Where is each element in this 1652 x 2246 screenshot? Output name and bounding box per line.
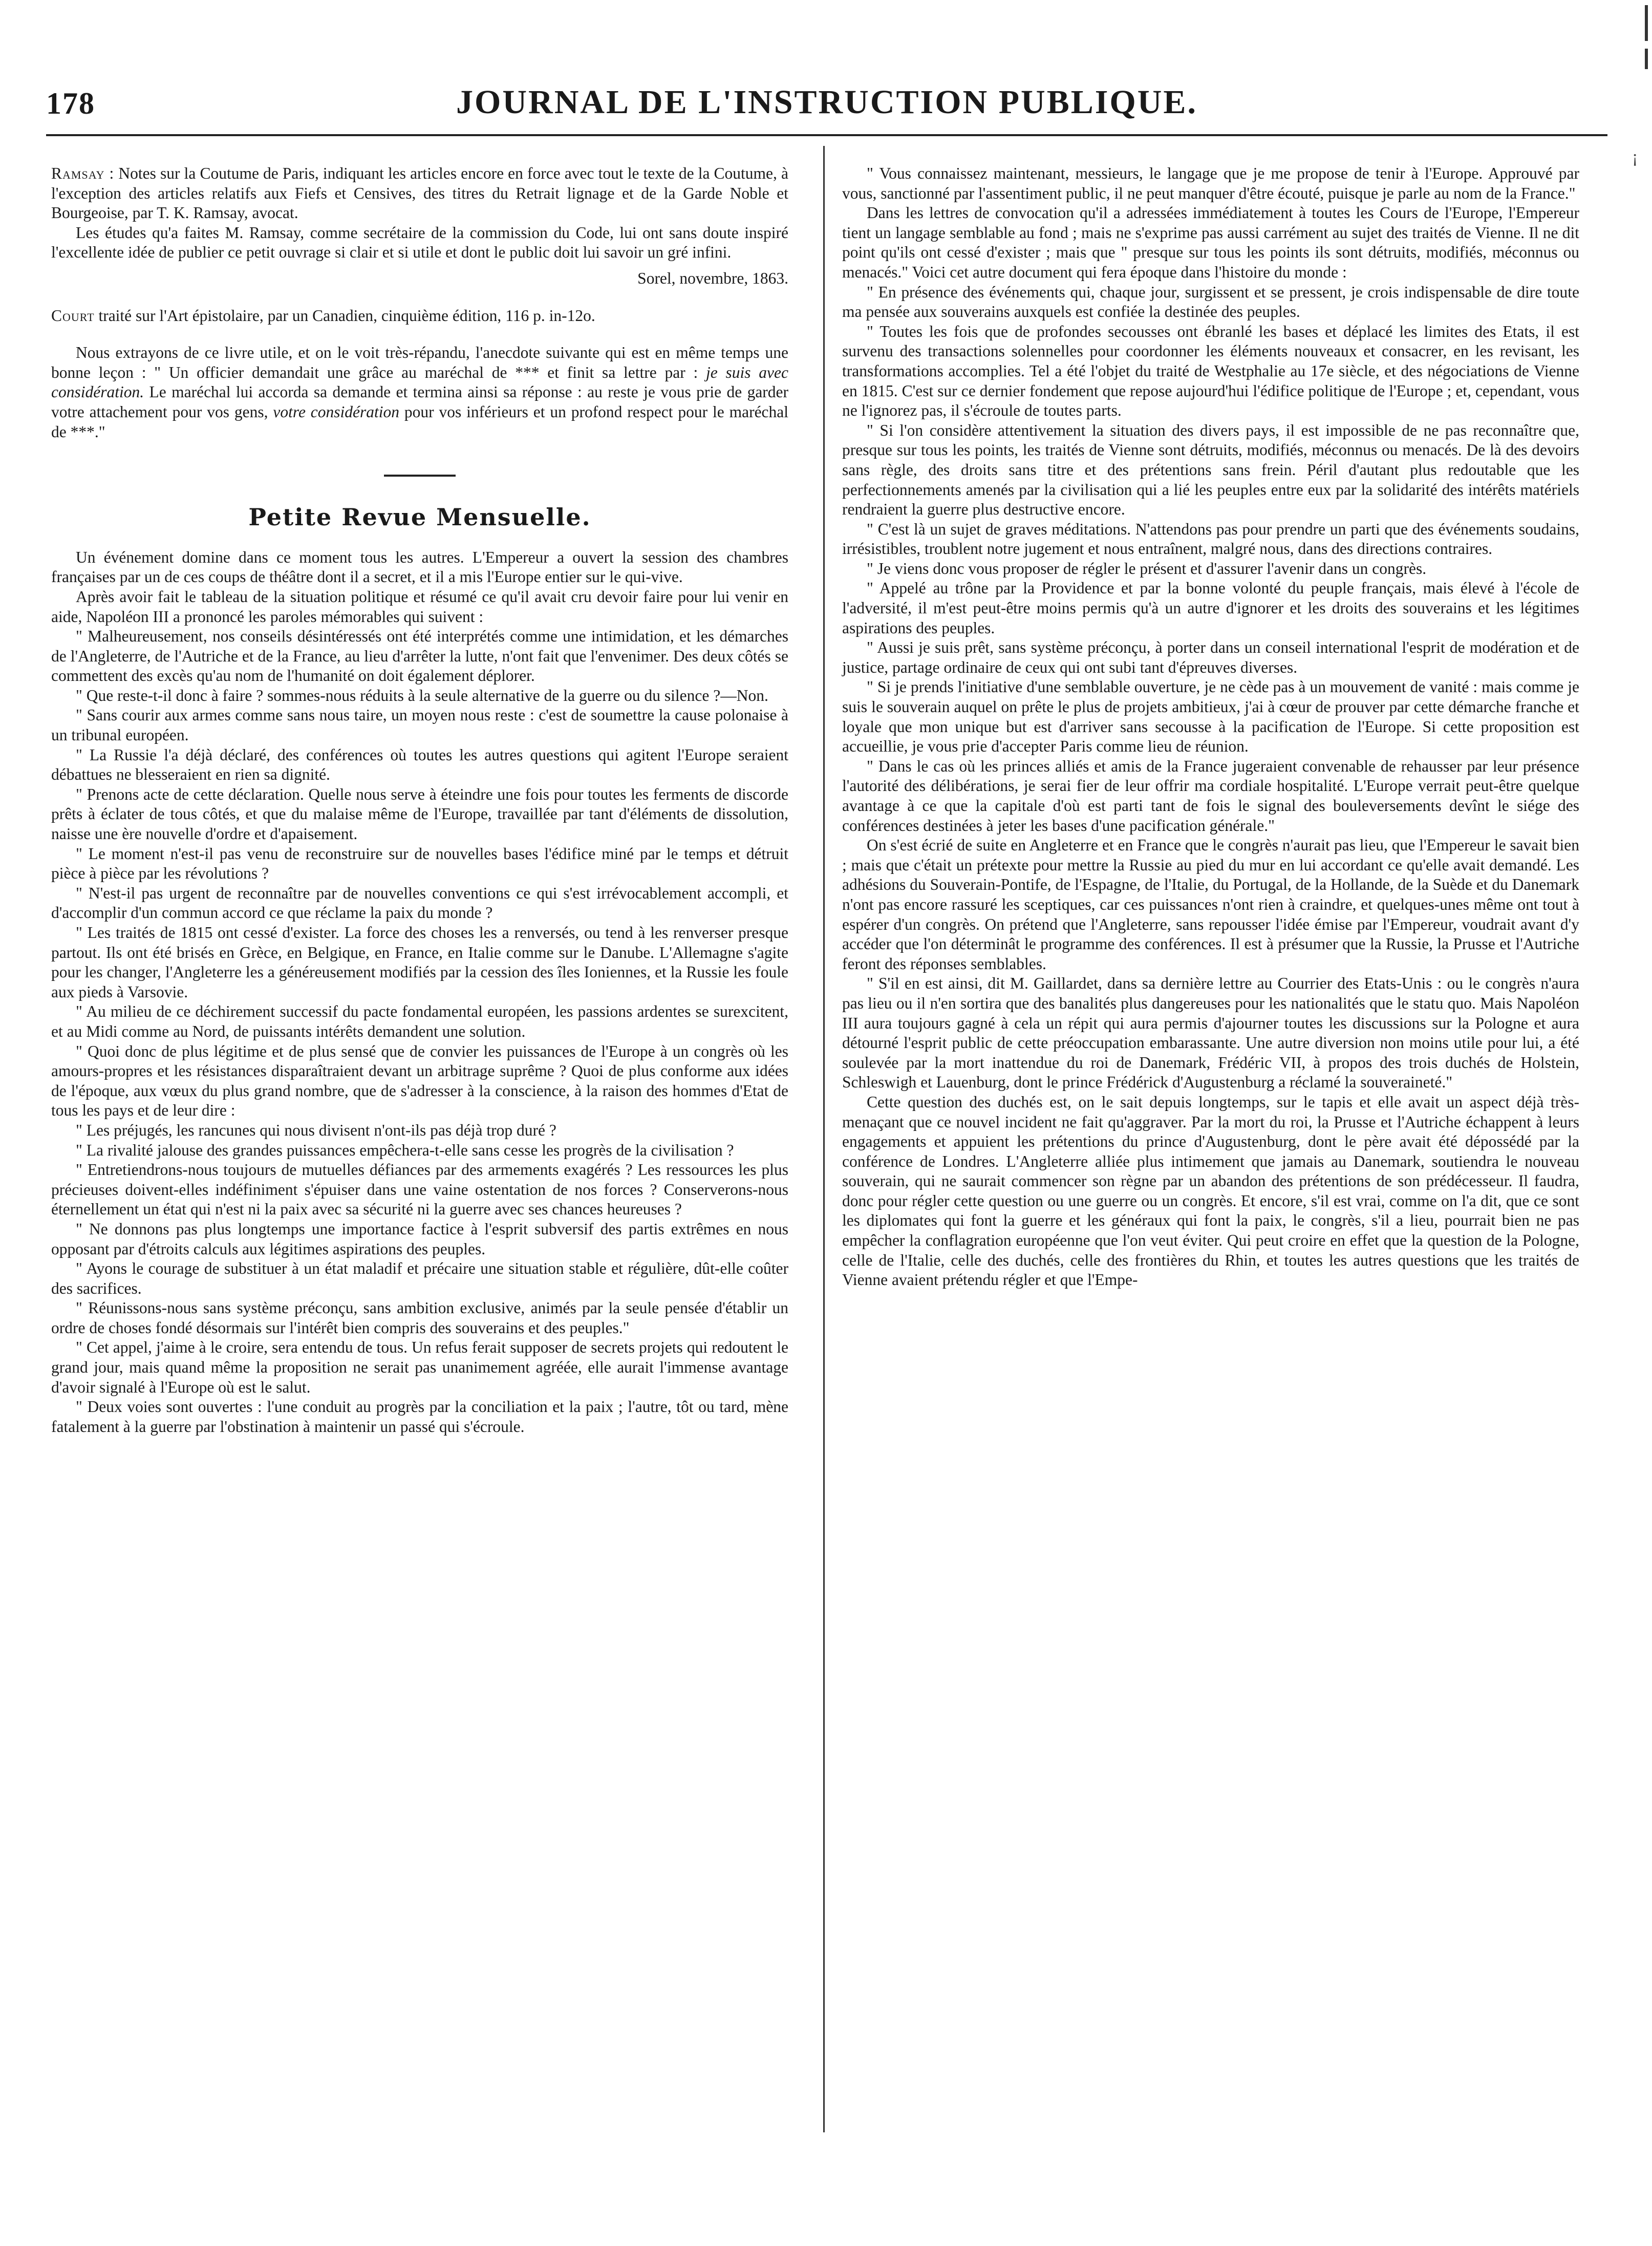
paragraph: " Prenons acte de cette déclaration. Quelle nous serve à éteindre une fois pour toutes les ferments de discorde prêts à éclater de tous côtés, et que du malaise même de l'Europe, travaillée par tant d'éléments de dissolution, naisse une ère nouvelle d'ordre et d'apaisement. bbox=[51, 785, 788, 843]
paragraph: " Ne donnons pas plus longtemps une importance factice à l'esprit subversif des partis extrêmes en nous opposant par d'étroits calculs aux légitimes aspirations des peuples. bbox=[51, 1220, 788, 1258]
entry-text: Notes sur la Coutume de Paris, indiquant les articles encore en force avec tout le texte de la Coutume, à l'exception des articles relatifs aux Fiefs et Censives, des titres du Retrait lignage et de la Garde Noble et Bourgeoise, par T. K. Ramsay, avocat. bbox=[51, 164, 788, 222]
book-entry-court bbox=[51, 306, 788, 326]
journal-title: JOURNAL DE L'INSTRUCTION PUBLIQUE. bbox=[456, 83, 1197, 121]
page-header bbox=[46, 77, 1607, 128]
section-heading: Petite Revue Mensuelle. bbox=[248, 503, 591, 531]
anecdote-italic: je suis avec considération. bbox=[51, 363, 788, 401]
paragraph: " C'est là un sujet de graves méditations. N'attendons pas pour prendre un parti que des événements soudains, irrésistibles, troublent notre jugement et nous entraînent, malgré nous, dans des directions contraires. bbox=[842, 520, 1579, 558]
margin-mark: ¡ bbox=[1632, 147, 1638, 166]
paragraph: " Aussi je suis prêt, sans système préconçu, à porter dans un conseil international l'esprit de modération et de justice, partage ordinaire de ceux qui ont subi tant d'épreuves diverses. bbox=[842, 638, 1579, 676]
paragraph: " Que reste-t-il donc à faire ? sommes-nous réduits à la seule alternative de la guerre ou du silence ?—Non. bbox=[76, 686, 768, 704]
column-divider bbox=[823, 146, 825, 2132]
paragraph: " Entretiendrons-nous toujours de mutuelles défiances par des armements exagérés ? Les ressources les plus précieuses doivent-elles indéfiniment s'épuiser dans une vaine ostentation de nos forces ? Conserverons-nous éternellement un état qui n'est ni la paix avec sa sécurité ni la guerre avec ses chances heureuses ? bbox=[51, 1161, 788, 1218]
paragraph: " Deux voies sont ouvertes : l'une conduit au progrès par la conciliation et la paix ; l'autre, tôt ou tard, mène fatalement à la guerre par l'obstination à maintenir un passé qui s'écroule. bbox=[51, 1398, 788, 1436]
entry-text: traité sur l'Art épistolaire, par un Canadien, cinquième édition, 116 p. in-12o. bbox=[98, 306, 595, 325]
paragraph: " Cet appel, j'aime à le croire, sera entendu de tous. Un refus ferait supposer de secrets projets qui redoutent le grand jour, mais quand même la proposition ne serait pas unanimement agréée, elle aurait l'immense avantage d'avoir signalé à l'Europe où est le salut. bbox=[51, 1338, 788, 1396]
paragraph: Dans les lettres de convocation qu'il a adressées immédiatement à toutes les Cours de l'Europe, l'Empereur tient un langage semblable au fond ; mais ne s'exprime pas aussi carrément au sujet des traités de Vienne. Il ne dit point qu'ils ont cessé d'exister ; mais que " presque sur tous les points ils sont détruits, modifiés, méconnus ou menacés." Voici cet autre document qui fera époque dans l'histoire du monde : bbox=[842, 204, 1579, 281]
paragraph: " Appelé au trône par la Providence et par la bonne volonté du peuple français, mais élevé à l'école de l'adversité, il m'est peut-être moins permis qu'à un autre d'ignorer et les droits des souverains et les légitimes aspirations des peuples. bbox=[842, 579, 1579, 637]
paragraph: " Au milieu de ce déchirement successif du pacte fondamental européen, les passions ardentes se surexcitent, et au Midi comme au Nord, de puissants intérêts demandent une solution. bbox=[51, 1002, 788, 1040]
book-entry-ramsay bbox=[51, 164, 788, 223]
paragraph: " Dans le cas où les princes alliés et amis de la France jugeraient convenable de rehausser par leur présence l'autorité des délibérations, je serai fier de leur offrir ma cordiale hospitalité. L'Europe verrait peut-être quelque avantage à ce que la capitale d'où est parti tant de fois le signal des bouleversements devînt le siége des conférences destinées à jeter les bases d'une pacification générale." bbox=[842, 757, 1579, 835]
right-paragraphs bbox=[842, 164, 1579, 1290]
paragraph: Cette question des duchés est, on le sait depuis longtemps, sur le tapis et elle avait un aspect déjà très-menaçant que ce nouvel incident ne fait qu'aggraver. Par la mort du roi, la Prusse et l'Autriche échappent à leurs engagements et appuient les prétentions du prince d'Augustenburg, dont le père avait été dépossédé par la conférence de Londres. L'Angleterre alliée plus intimement que jamais au Danemark, soutiendra le nouveau souverain, qui ne saurait commencer son règne par un abandon des prétentions de son prédécesseur. Il faudra, donc pour régler cette question ou une guerre ou un congrès. Et encore, s'il est vrai, comme on l'a dit, que ce sont les diplomates qui font la guerre et les généraux qui font la paix, le congrès, s'il a lieu, pourrait bien ne pas empêcher la conflagration européenne que l'on veut éviter. Qui peut croire en effet que la question de la Pologne, celle de l'Italie, celle des duchés, celle des frontières du Rhin, et toutes les autres questions que les traités de Vienne avaient prétendu régler et que l'Empe- bbox=[842, 1093, 1579, 1289]
paragraph: " Ayons le courage de substituer à un état maladif et précaire une situation stable et régulière, dût-elle coûter des sacrifices. bbox=[51, 1259, 788, 1297]
header-rule bbox=[46, 134, 1607, 136]
entry-author: Ramsay : bbox=[51, 164, 115, 182]
entry-author: Court bbox=[51, 306, 95, 325]
page-number: 178 bbox=[46, 87, 95, 120]
paragraph: " La rivalité jalouse des grandes puissances empêchera-t-elle sans cesse les progrès de la civilisation ? bbox=[76, 1141, 734, 1159]
paragraph: " En présence des événements qui, chaque jour, surgissent et se pressent, je crois indispensable de dire toute ma pensée aux souverains auxquels est confiée la destinée des peuples. bbox=[842, 283, 1579, 321]
paragraph: " S'il en est ainsi, dit M. Gaillardet, dans sa dernière lettre au Courrier des Etats-Unis : ou le congrès n'aura pas lieu ou il n'en sortira que des banalités plus dangereuses pour les nationalités que le statu quo. Mais Napoléon III aura toujours gagné à cela un répit qui aura permis d'ajourner toutes les discussions sur la Pologne et aura détourné l'esprit public de cette préoccupation embarassante. Une autre diversion non moins utile pour lui, a été soulevée par la mort inattendue du roi de Danemark, Frédéric VII, à propos des trois duchés de Holstein, Schleswigh et Lauenburg, dont le prince Frédérick d'Augustenburg a réclamé la souveraineté." bbox=[842, 974, 1579, 1092]
paragraph: " Si je prends l'initiative d'une semblable ouverture, je ne cède pas à un mouvement de vanité : mais comme je suis le souverain auquel on prête le plus de projets ambitieux, j'ai à cœur de prouver par cette démarche franche et loyale que mon unique but est d'arriver sans secousse à la pacification de l'Europe. Si cette proposition est accueillie, je vous prie d'accepter Paris comme lieu de réunion. bbox=[842, 678, 1579, 756]
book-review: Les études qu'a faites M. Ramsay, comme secrétaire de la commission du Code, lui ont sans doute inspiré l'excellente idée de publier ce petit ouvrage si clair et si utile et dont le public doit lui savoir un gré infini. bbox=[51, 223, 788, 262]
left-column bbox=[51, 164, 788, 1437]
paragraph: " Les préjugés, les rancunes qui nous divisent n'ont-ils pas déjà trop duré ? bbox=[76, 1121, 556, 1139]
paragraph: On s'est écrié de suite en Angleterre et en France que le congrès n'aurait pas lieu, que l'Empereur le savait bien ; mais que c'était un prétexte pour mettre la Russie au pied du mur en lui accordant ce qu'elle avait demandé. Les adhésions du Souverain-Pontife, de l'Espagne, de l'Italie, du Portugal, de la Hollande, de la Suède et du Danemark n'ont pas encore rassuré les sceptiques, car ces puissances n'ont rien à craindre, et quelques-unes même ont tout à espérer d'un congrès. On prétend que l'Angleterre, sans repousser l'idée émise par l'Empereur, voudrait avant d'y accéder que l'on déterminât le programme des conférences. Il est à présumer que la Russie, la Prusse et l'Autriche feront des réponses semblables. bbox=[842, 836, 1579, 973]
anecdote bbox=[51, 343, 788, 442]
left-paragraphs bbox=[51, 548, 788, 1437]
paragraph: " Vous connaissez maintenant, messieurs, le langage que je me propose de tenir à l'Europe. Approuvé par vous, sanctionné par l'assentiment public, il ne peut manquer d'être écouté, puisque je parle au nom de la France." bbox=[842, 164, 1579, 202]
paragraph: " Malheureusement, nos conseils désintéressés ont été interprétés comme une intimidation, et les démarches de l'Angleterre, de l'Autriche et de la France, au lieu d'arrêter la lutte, n'ont fait que l'envenimer. Des deux côtés se commettent des excès qu'au nom de l'humanité on doit également déplorer. bbox=[51, 627, 788, 685]
paragraph: " Si l'on considère attentivement la situation des divers pays, il est impossible de ne pas reconnaître que, presque sur tous les points, les traités de Vienne sont détruits, modifiés, méconnus ou menacés. De là des devoirs sans règle, des droits sans titre et des prétentions sans frein. Péril d'autant plus redoutable que les perfectionnements amenés par la civilisation qui a lié les peuples entre eux par la solidarité des intérêts matériels rendraient la guerre plus destructive encore. bbox=[842, 421, 1579, 519]
anecdote-italic: votre considération bbox=[273, 402, 400, 421]
right-column bbox=[842, 164, 1579, 1290]
section-separator bbox=[384, 475, 456, 477]
anecdote-part: Nous extrayons de ce livre utile, et on le voit très-répandu, l'anecdote suivante qui est en même temps une bonne leçon : " Un officier demandait une grâce au maréchal de *** et finit sa lettre par : bbox=[51, 344, 788, 381]
paragraph: Après avoir fait le tableau de la situation politique et résumé ce qu'il avait cru devoir faire pour lui venir en aide, Napoléon III a prononcé les paroles mémorables qui suivent : bbox=[51, 587, 788, 626]
paragraph: " Sans courir aux armes comme sans nous taire, un moyen nous reste : c'est de soumettre la cause polonaise à un tribunal européen. bbox=[51, 706, 788, 744]
paragraph: " Toutes les fois que de profondes secousses ont ébranlé les bases et déplacé les limites des Etats, il est survenu des transactions solennelles pour coordonner les éléments nouveaux et consacrer, en les revisant, les transformations accomplies. Tel a été l'objet du traité de Westphalie au 17e siècle, et des négociations de Vienne en 1815. C'est sur ce dernier fondement que repose aujourd'hui l'édifice politique de l'Europe ; et, cependant, vous ne l'ignorez pas, il s'écroule de toutes parts. bbox=[842, 322, 1579, 420]
paragraph: " N'est-il pas urgent de reconnaître par de nouvelles conventions ce qui s'est irrévocablement accompli, et d'accomplir d'un commun accord ce que réclame la paix du monde ? bbox=[51, 884, 788, 922]
paragraph: Un événement domine dans ce moment tous les autres. L'Empereur a ouvert la session des chambres françaises par un de ces coups de théâtre dont il a secret, et il a mis l'Europe entier sur le qui-vive. bbox=[51, 548, 788, 586]
paragraph: " Le moment n'est-il pas venu de reconstruire sur de nouvelles bases l'édifice miné par le temps et détruit pièce à pièce par les révolutions ? bbox=[51, 844, 788, 883]
anecdote-part: pour vos inférieurs et un profond respect pour le maréchal de ***." bbox=[51, 402, 789, 441]
scan-edge-marks bbox=[1632, 0, 1652, 2246]
paragraph: " La Russie l'a déjà déclaré, des conférences où toutes les autres questions qui agitent l'Europe seraient débattues ne blesseraient en rien sa dignité. bbox=[51, 745, 788, 784]
anecdote-part: Le maréchal lui accorda sa demande et termina ainsi sa réponse : au reste je vous prie de garder votre attachement pour vos gens, bbox=[51, 383, 789, 421]
paragraph: " Réunissons-nous sans système préconçu, sans ambition exclusive, animés par la seule pensée d'établir un ordre de choses fondé désormais sur l'intérêt bien compris des souverains et des peuples." bbox=[51, 1299, 788, 1337]
paragraph: " Quoi donc de plus légitime et de plus sensé que de convier les puissances de l'Europe à un congrès où les amours-propres et les résistances disparaîtraient devant un arbitrage suprême ? Quoi de plus conforme aux idées de l'époque, aux vœux du plus grand nombre, que de s'adresser à la conscience, à la raison des hommes d'Etat de tous les pays et de leur dire : bbox=[51, 1042, 788, 1120]
paragraph: " Je viens donc vous proposer de régler le présent et d'assurer l'avenir dans un congrès. bbox=[867, 559, 1427, 577]
paragraph: " Les traités de 1815 ont cessé d'exister. La force des choses les a renversés, ou tend à les renverser presque partout. Ils ont été brisés en Grèce, en Belgique, en France, en Italie comme sur le Danube. L'Allemagne s'agite pour les changer, l'Angleterre les a généreusement modifiés par la cession des îles Ioniennes, et la Russie les foule aux pieds à Varsovie. bbox=[51, 924, 788, 1001]
signature: Sorel, novembre, 1863. bbox=[637, 269, 788, 287]
